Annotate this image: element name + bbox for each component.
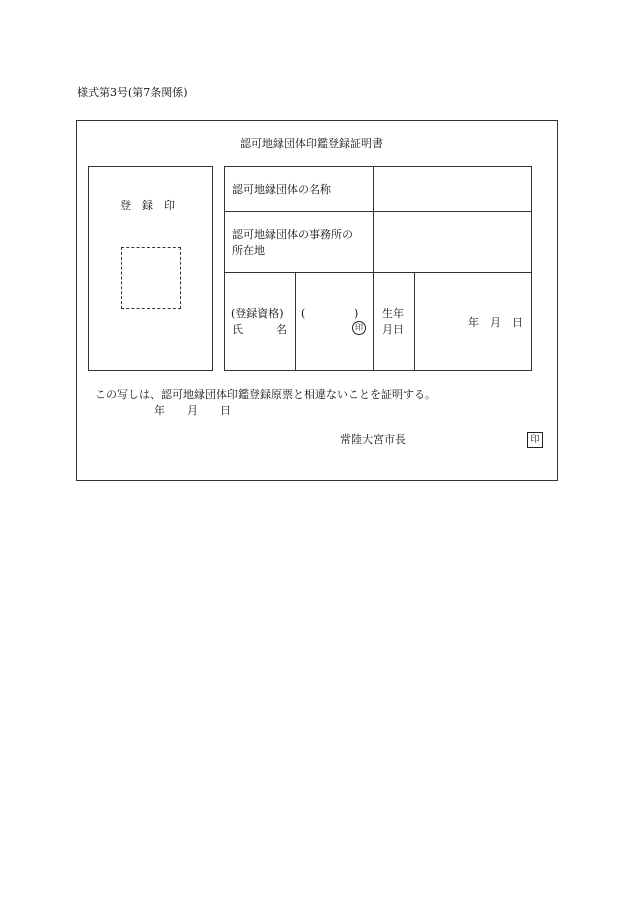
info-table [224,166,532,371]
certificate-title: 認可地縁団体印鑑登録証明書 [240,137,383,150]
paren-close: ) [354,307,359,320]
qualification-divider [295,272,296,371]
office-address-label-line1: 認可地縁団体の事務所の [232,228,353,241]
issuer-seal: 印 [527,432,543,448]
name-label: 氏 名 [232,323,287,336]
qualification-label: (登録資格) [231,307,284,320]
birth-label-line2: 月日 [382,323,404,336]
stamp-placeholder [121,247,181,309]
birth-label-line1: 生年 [382,307,404,320]
info-table-divider-2 [224,272,532,273]
info-table-divider-1 [224,211,532,212]
stamp-area-label: 登 録 印 [120,199,175,212]
certification-statement: この写しは、認可地縁団体印鑑登録原票と相違ないことを証明する。 [95,388,436,401]
info-table-column-divider [373,166,374,371]
form-label: 様式第3号(第7条関係) [77,86,188,99]
birth-divider [414,272,415,371]
paren-open: ( [301,307,306,320]
birth-date-placeholder: 年 月 日 [468,316,523,329]
issuer-name: 常陸大宮市長 [340,433,406,446]
issue-date: 年 月 日 [154,404,231,417]
office-address-label-line2: 所在地 [232,244,265,257]
seal-mark: 印 [352,321,366,335]
org-name-label: 認可地縁団体の名称 [232,183,331,196]
